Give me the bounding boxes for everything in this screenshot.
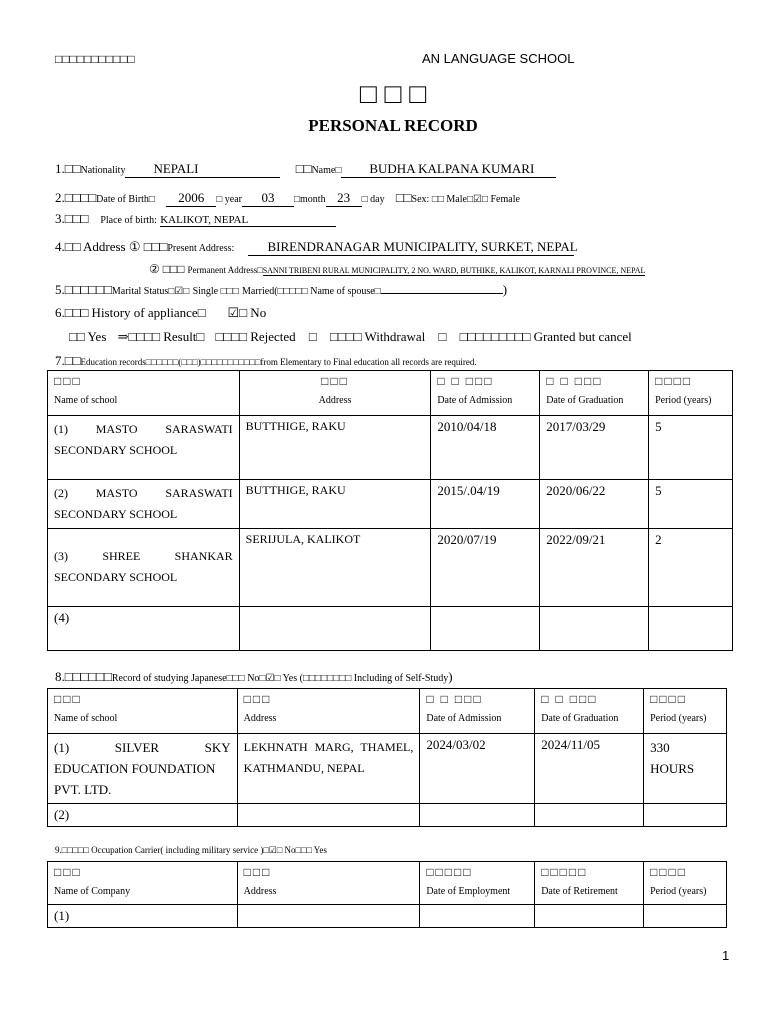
- q3-number: 3.□□□: [55, 211, 89, 226]
- birth-day-field[interactable]: 23: [326, 190, 362, 207]
- school-name-cell[interactable]: (2) MASTO SARASWATI SECONDARY SCHOOL: [48, 480, 240, 529]
- japanese-school-name: □□□□□□□□□□□: [55, 52, 135, 66]
- page-title: PERSONAL RECORD: [308, 116, 478, 135]
- japanese-header-graduation: □ □ □□□ Date of Graduation: [535, 689, 644, 734]
- japanese-header-admission: □ □ □□□ Date of Admission: [420, 689, 535, 734]
- education-label: Education records□□□□□□(□□□)□□□□□□□□□□□from Elementary to Final education all records are required.: [80, 357, 477, 367]
- pob-label: Place of birth:: [100, 215, 157, 226]
- japanese-header-school: □□□ Name of school: [48, 689, 238, 734]
- period-cell[interactable]: 5: [649, 480, 733, 529]
- admission-date-cell[interactable]: 2010/04/18: [431, 416, 540, 480]
- marital-status-label[interactable]: Marital Status□☑□: [111, 286, 190, 297]
- history-yes-option[interactable]: □□ Yes: [69, 329, 107, 344]
- admission-date-cell[interactable]: 2015/.04/19: [431, 480, 540, 529]
- education-table: [47, 370, 733, 651]
- school-name-cell[interactable]: (1) SILVER SKY EDUCATION FOUNDATION PVT. LTD.: [48, 734, 238, 804]
- education-heading: [55, 353, 477, 369]
- title-japanese: □ □ □: [359, 78, 427, 109]
- school-name-cell[interactable]: (4): [48, 607, 240, 651]
- name-jp-label: □□: [295, 161, 312, 176]
- occupation-header-row: [48, 862, 727, 905]
- japanese-study-label[interactable]: Record of studying Japanese□□□ No□☑□ Yes (□□□□□□□□ Including of Self-Study: [111, 673, 449, 684]
- dob-label: Date of Birth□: [96, 194, 155, 205]
- graduation-date-cell[interactable]: 2024/11/05: [535, 734, 644, 804]
- table-row: [48, 804, 727, 827]
- occupation-header-company: □□□ Name of Company: [48, 862, 238, 905]
- japanese-header-address: □□□ Address: [237, 689, 420, 734]
- education-header-address: □□□ Address: [239, 371, 431, 416]
- history-no-option[interactable]: ☑□ No: [227, 305, 267, 320]
- marital-row: [55, 282, 507, 298]
- spouse-close-paren: ): [502, 282, 508, 297]
- pob-field[interactable]: KALIKOT, NEPAL: [160, 214, 336, 227]
- q4-number: 4.□□ Address ① □□□: [55, 239, 168, 254]
- school-name-cell[interactable]: (2): [48, 804, 238, 827]
- page-number: 1: [722, 948, 730, 963]
- company-name-cell[interactable]: (1): [48, 905, 238, 928]
- japanese-study-heading: [55, 669, 453, 685]
- graduation-date-cell[interactable]: 2020/06/22: [540, 480, 649, 529]
- year-label: □ year: [216, 194, 242, 205]
- permanent-address-row: [149, 262, 645, 277]
- school-name: AN LANGUAGE SCHOOL: [422, 51, 575, 66]
- school-address-cell[interactable]: [237, 804, 420, 827]
- table-row: [48, 905, 727, 928]
- permanent-address-label: Permanent Address□: [187, 265, 263, 275]
- graduation-date-cell[interactable]: [540, 607, 649, 651]
- occupation-header-period: □□□□ Period (years): [644, 862, 727, 905]
- table-row: [48, 734, 727, 804]
- sex-options[interactable]: Sex: □□ Male□☑□ Female: [411, 194, 520, 205]
- period-cell[interactable]: [644, 804, 727, 827]
- appliance-history-row: [55, 305, 266, 321]
- withdrawal-option[interactable]: □□□□ Withdrawal: [330, 329, 426, 344]
- q2-number: 2.□□□□: [55, 190, 97, 205]
- school-address-cell[interactable]: [239, 607, 431, 651]
- dob-row: [55, 190, 520, 207]
- table-row: [48, 607, 733, 651]
- admission-date-cell[interactable]: 2024/03/02: [420, 734, 535, 804]
- single-option[interactable]: Single □□□: [192, 286, 239, 297]
- result-label: ⇒□□□□ Result□: [117, 329, 205, 344]
- education-header-admission: □ □ □□□ Date of Admission: [431, 371, 540, 416]
- period-cell[interactable]: 330 HOURS: [644, 734, 727, 804]
- q7-number: 7.□□: [55, 353, 81, 368]
- permanent-address-number: ② □□□: [149, 262, 185, 276]
- present-address-field[interactable]: BIRENDRANAGAR MUNICIPALITY, SURKET, NEPAL: [248, 239, 574, 256]
- occupation-heading[interactable]: 9.□□□□□ Occupation Carrier( including military service )□☑□ No□□□ Yes: [55, 845, 327, 855]
- japanese-header-period: □□□□ Period (years): [644, 689, 727, 734]
- result-separator-2: □: [438, 329, 447, 344]
- permanent-address-field[interactable]: SANNI TRIBENI RURAL MUNICIPALITY, 2 NO. WARD, BUTHIKE, KALIKOT, KARNALI PROVINCE, NEPAL: [262, 266, 646, 275]
- occupation-header-address: □□□ Address: [237, 862, 420, 905]
- admission-date-cell[interactable]: [431, 607, 540, 651]
- q5-number: 5.□□□□□□: [55, 282, 112, 297]
- name-label: Name□: [311, 165, 342, 176]
- period-cell[interactable]: [649, 607, 733, 651]
- sex-jp-label: □□: [395, 190, 412, 205]
- birth-month-field[interactable]: 03: [242, 190, 294, 207]
- period-cell[interactable]: 5: [649, 416, 733, 480]
- employment-date-cell[interactable]: [420, 905, 535, 928]
- month-label: □month: [293, 194, 326, 205]
- education-header-row: [48, 371, 733, 416]
- graduation-date-cell[interactable]: 2017/03/29: [540, 416, 649, 480]
- school-address-cell[interactable]: BUTTHIGE, RAKU: [239, 416, 431, 480]
- rejected-option[interactable]: □□□□ Rejected: [215, 329, 296, 344]
- table-row: [48, 529, 733, 607]
- education-header-period: □□□□ Period (years): [649, 371, 733, 416]
- name-field[interactable]: BUDHA KALPANA KUMARI: [341, 161, 556, 178]
- school-address-cell[interactable]: SERIJULA, KALIKOT: [239, 529, 431, 607]
- appliance-result-row: [69, 329, 632, 345]
- company-address-cell[interactable]: [237, 905, 420, 928]
- q8-number: 8.□□□□□□: [55, 669, 112, 684]
- japanese-study-close: ): [448, 669, 453, 684]
- school-address-cell[interactable]: BUTTHIGE, RAKU: [239, 480, 431, 529]
- pob-row: [55, 211, 336, 227]
- education-header-school: □□□ Name of school: [48, 371, 240, 416]
- retirement-date-cell[interactable]: [535, 905, 644, 928]
- admission-date-cell[interactable]: [420, 804, 535, 827]
- school-name-cell[interactable]: (3) SHREE SHANKAR SECONDARY SCHOOL: [48, 529, 240, 607]
- graduation-date-cell[interactable]: 2022/09/21: [540, 529, 649, 607]
- nationality-row: [55, 161, 556, 178]
- school-name-cell[interactable]: (1) MASTO SARASWATI SECONDARY SCHOOL: [48, 416, 240, 480]
- period-cell[interactable]: 2: [649, 529, 733, 607]
- japanese-study-table: [47, 688, 727, 827]
- japanese-header-row: [48, 689, 727, 734]
- table-row: [48, 480, 733, 529]
- occupation-header-employment: □□□□□ Date of Employment: [420, 862, 535, 905]
- graduation-date-cell[interactable]: [535, 804, 644, 827]
- birth-year-field[interactable]: 2006: [166, 190, 216, 207]
- married-option[interactable]: Married(□□□□□ Name of spouse□: [242, 286, 381, 297]
- period-cell[interactable]: [644, 905, 727, 928]
- occupation-table: [47, 861, 727, 928]
- present-address-label: Present Address:: [167, 243, 235, 254]
- nationality-field[interactable]: NEPALI: [125, 161, 280, 178]
- address-row: [55, 239, 578, 256]
- occupation-header-retirement: □□□□□ Date of Retirement: [535, 862, 644, 905]
- granted-cancel-option[interactable]: □□□□□□□□□ Granted but cancel: [459, 329, 632, 344]
- q6-label: 6.□□□ History of appliance□: [55, 305, 206, 320]
- result-separator-1: □: [308, 329, 317, 344]
- table-row: [48, 416, 733, 480]
- school-address-cell[interactable]: LEKHNATH MARG, THAMEL, KATHMANDU, NEPAL: [237, 734, 420, 804]
- education-header-graduation: □ □ □□□ Date of Graduation: [540, 371, 649, 416]
- admission-date-cell[interactable]: 2020/07/19: [431, 529, 540, 607]
- spouse-name-field[interactable]: [381, 293, 503, 294]
- nationality-label: Nationality: [80, 165, 126, 176]
- day-label: □ day: [361, 194, 385, 205]
- q1-number: 1.□□: [55, 161, 81, 176]
